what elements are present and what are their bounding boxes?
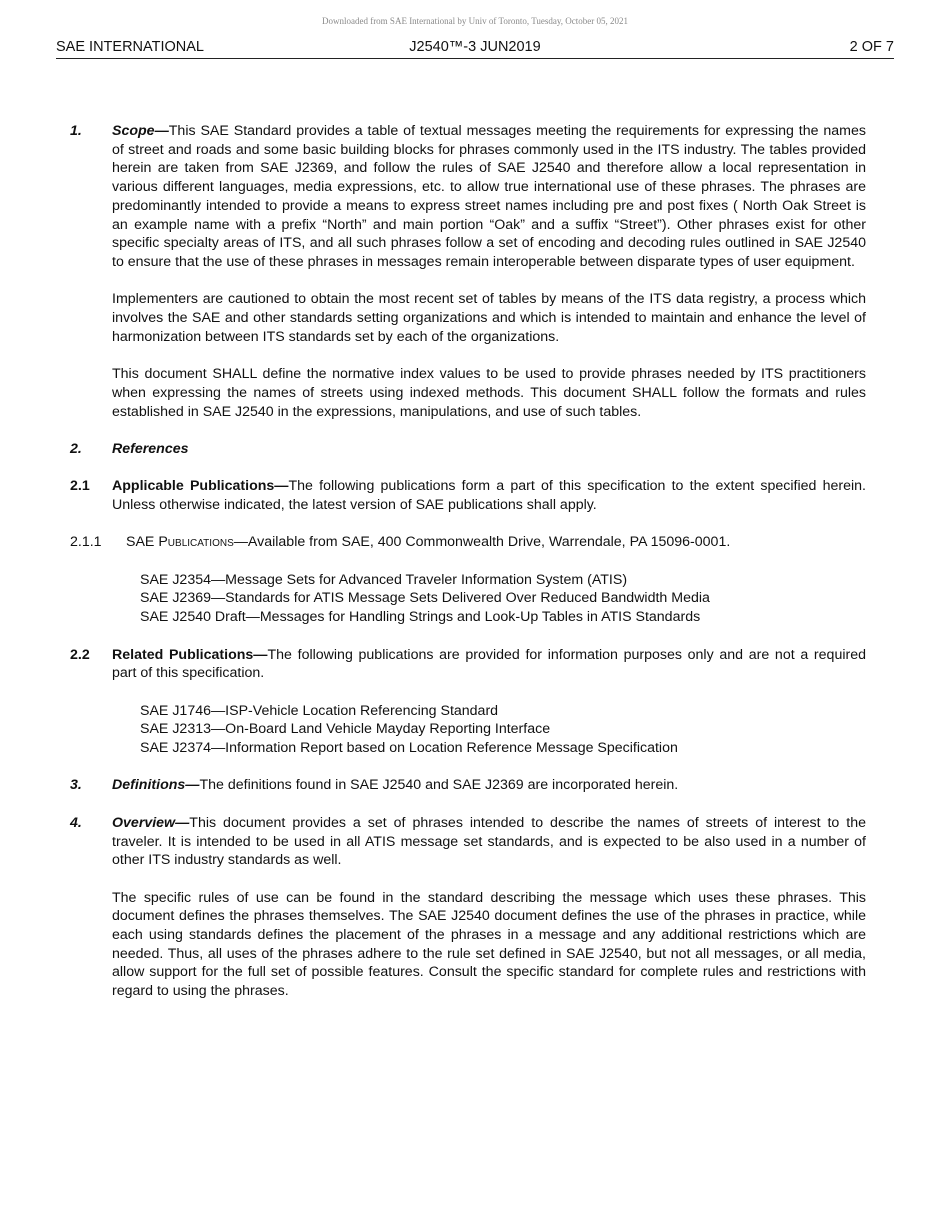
definitions-paragraph [112,776,866,795]
list-item: SAE J2354—Message Sets for Advanced Traveler Information System (ATIS) [140,571,628,588]
section-number: 3. [70,777,82,794]
sae-publications-smallcaps: ublications [167,534,234,551]
applicable-publications-paragraph [112,477,866,514]
document-body [70,122,866,1020]
paragraph-text: The following publications are provided for information purposes only and are not a required part of this specification. [112,646,866,682]
paragraph-text: This SAE Standard provides a table of textual messages meeting the requirements for expressing the names of street and roads and some basic building blocks for phrases commonly used in the ITS industry. The tables provided herein are taken from SAE J2369, and follow the rules of SAE J2540 and therefore allow a local representation in various different languages, media expressions, etc. to allow true international use of these phrases. The phrases are predominantly intended to provide a means to express street names including pre and post fixes ( North Oak Street is an example name with a prefix “North” and main portion “Oak” and a suffix “Street”). Other phrases exist for other specific specialty areas of ITS, and all such phrases follow a set of encoding and decoding rules outlined in SAE J2540 to ensure that the use of these phrases in messages remain interoperable between disparate types of user equipment. [112,123,866,270]
related-publications-list [140,702,866,758]
section-sae-publications [70,533,866,552]
section-scope [70,122,866,421]
references-heading [112,440,866,459]
section-definitions [70,776,866,795]
scope-paragraph-3: This document SHALL define the normative index values to be used to provide phrases needed by ITS practitioners when expressing the names of streets using indexed methods. This document SHALL follow the formats and rules established in SAE J2540 in the expressions, manipulations, and use of such tables. [112,366,866,420]
section-number: 2.1.1 [70,534,102,551]
paragraph-text: The definitions found in SAE J2540 and SAE J2369 are incorporated herein. [199,777,679,794]
header-publisher: SAE INTERNATIONAL [56,39,204,55]
section-related-publications [70,646,866,683]
scope-paragraph-2: Implementers are cautioned to obtain the most recent set of tables by means of the ITS data registry, a process which involves the SAE and other standards setting organizations and which is intended to maintain and enhance the level of harmonization between ITS standards set by each of the organizations. [112,291,866,345]
section-title: References [112,440,189,457]
section-number: 4. [70,814,82,831]
scope-paragraph-1 [112,122,866,272]
section-number: 2.1 [70,478,90,495]
list-item: SAE J2374—Information Report based on Location Reference Message Specification [140,740,678,757]
overview-paragraph-1 [112,814,866,870]
page-header [56,38,894,59]
overview-paragraph-2: The specific rules of use can be found in the standard describing the message which uses these phrases. This document defines the phrases themselves. The SAE J2540 document defines the use of the phrases in practice, while each using standards defines the placement of the phrases in a message and any additional restrictions which are needed. Thus, all uses of the phrases adhere to the rule set defined in SAE J2540, but not all messages, or all media, allow support for the full set of possible features. Consult the specific standard for complete rules and restrictions with regard to using the phrases. [112,889,866,1000]
section-number: 1. [70,123,82,139]
section-overview [70,814,866,1001]
section-title: Related Publications— [112,646,268,663]
section-references [70,440,866,459]
sae-publications-prefix: SAE P [126,534,168,551]
list-item: SAE J1746—ISP-Vehicle Location Referencing Standard [140,702,499,719]
paragraph-text: The following publications form a part of this specification to the extent specified herein. Unless otherwise indicated, the latest version of SAE publications shall apply. [112,478,866,513]
sae-publications-address: —Available from SAE, 400 Commonwealth Drive, Warrendale, PA 15096-0001. [233,534,731,551]
section-title: Overview— [112,814,190,831]
list-item: SAE J2369—Standards for ATIS Message Sets Delivered Over Reduced Bandwidth Media [140,590,710,607]
section-title: Scope— [112,123,169,139]
section-title: Applicable Publications— [112,478,289,495]
related-publications-paragraph [112,646,866,683]
section-number: 2. [70,440,82,457]
list-item: SAE J2313—On-Board Land Vehicle Mayday Reporting Interface [140,721,551,738]
paragraph-text: This document provides a set of phrases intended to describe the names of streets of interest to the traveler. It is intended to be used in all ATIS message set standards, and is expected to be also used in a number of other ITS industry standards as well. [112,814,866,869]
download-watermark: Downloaded from SAE International by Univ of Toronto, Tuesday, October 05, 2021 [321,16,629,26]
applicable-publications-list [140,571,866,627]
section-title: Definitions— [112,777,200,794]
section-number: 2.2 [70,646,90,663]
list-item: SAE J2540 Draft—Messages for Handling Strings and Look-Up Tables in ATIS Standards [140,609,701,626]
header-document-id: J2540™-3 JUN2019 [409,39,541,55]
section-applicable-publications [70,477,866,514]
header-page-number: 2 OF 7 [849,39,894,55]
